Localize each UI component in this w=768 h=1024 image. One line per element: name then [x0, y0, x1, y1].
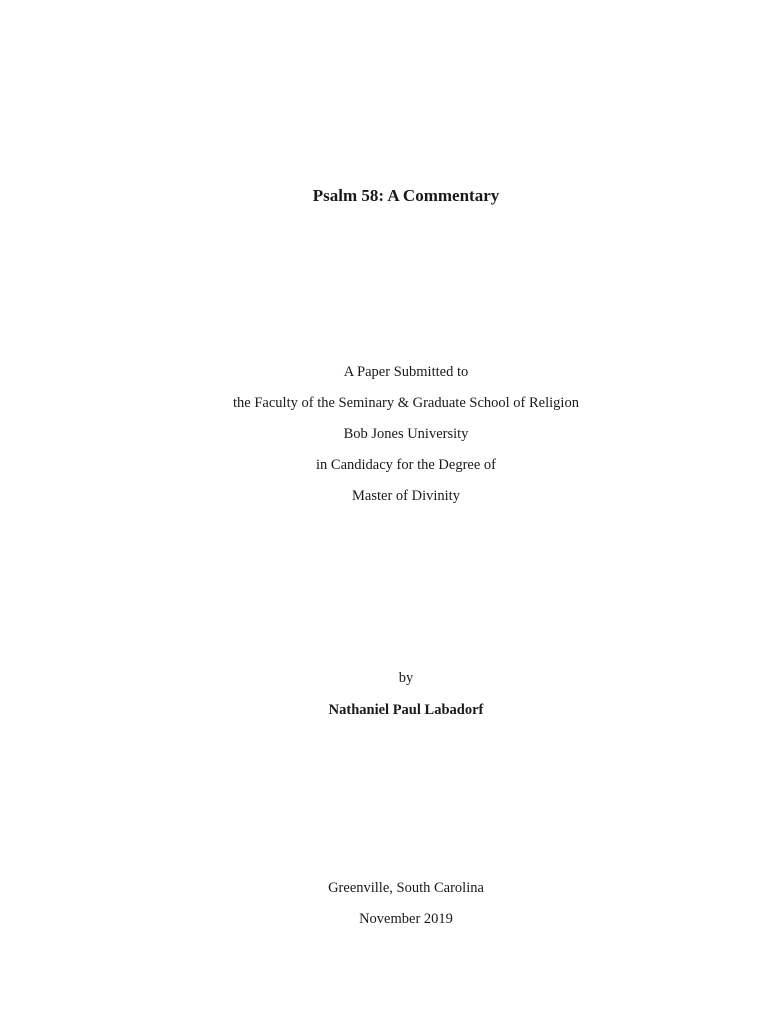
submission-line-1: A Paper Submitted to: [343, 364, 469, 380]
submission-line-3: Bob Jones University: [343, 426, 469, 442]
submission-line-2: the Faculty of the Seminary & Graduate School of Religion: [233, 395, 579, 411]
author-name: Nathaniel Paul Labadorf: [328, 702, 484, 718]
by-label: by: [398, 670, 414, 686]
submission-line-5: Master of Divinity: [352, 488, 460, 504]
submission-line-4: in Candidacy for the Degree of: [316, 457, 496, 473]
document-title: Psalm 58: A Commentary: [312, 186, 500, 205]
location: Greenville, South Carolina: [328, 880, 484, 896]
date: November 2019: [359, 911, 453, 927]
